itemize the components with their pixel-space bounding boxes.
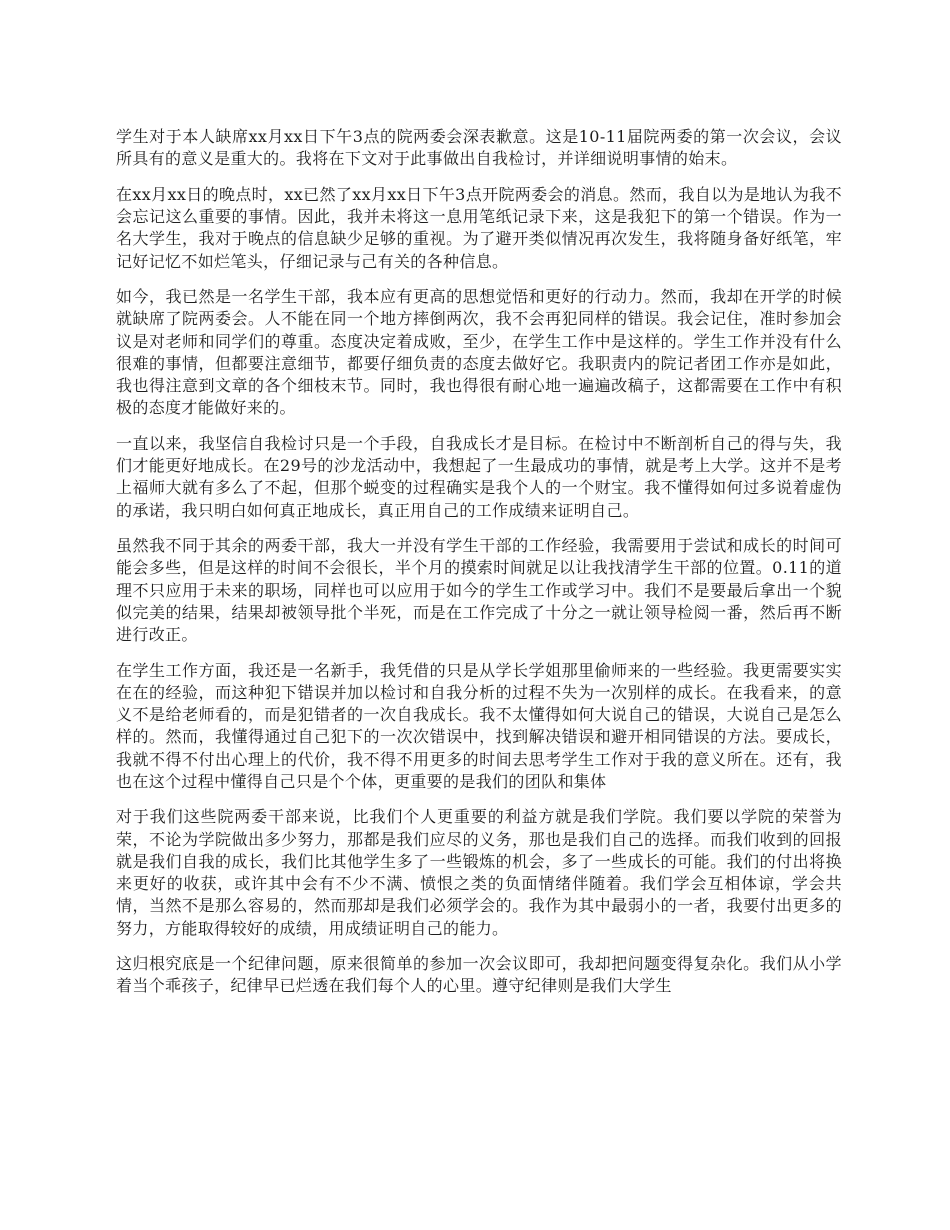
paragraph-5: 虽然我不同于其余的两委干部，我大一并没有学生干部的工作经验，我需要用于尝试和成长的时间可能会多些，但是这样的时间不会很长，半个月的摸索时间就足以让我找清学生干部的位置。0.11的道理不只应用于未来的职场，同样也可以应用于如今的学生工作或学习中。我们不是要最后拿出一个貌似完美的结果，结果却被领导批个半死，而是在工作完成了十分之一就让领导检阅一番，然后再不断进行改正。 xyxy=(116,536,842,645)
paragraph-3: 如今，我已然是一名学生干部，我本应有更高的思想觉悟和更好的行动力。然而，我却在开学的时候就缺席了院两委会。人不能在同一个地方摔倒两次，我不会再犯同样的错误。我会记住，准时参加会议是对老师和同学们的尊重。态度决定着成败，至少，在学生工作中是这样的。学生工作并没有什么很难的事情，但都要注意细节，都要仔细负责的态度去做好它。我职责内的院记者团工作亦是如此，我也得注意到文章的各个细枝末节。同时，我也得很有耐心地一遍遍改稿子，这都需要在工作中有积极的态度才能做好来的。 xyxy=(116,287,842,418)
paragraph-6: 在学生工作方面，我还是一名新手，我凭借的只是从学长学姐那里偷师来的一些经验。我更需要实实在在的经验，而这种犯下错误并加以检讨和自我分析的过程不失为一次别样的成长。在我看来，的意义不是给老师看的，而是犯错者的一次自我成长。我不太懂得如何大说自己的错误，大说自己是怎么样的。然而，我懂得通过自己犯下的一次次错误中，找到解决错误和避开相同错误的方法。要成长，我就不得不付出心理上的代价，我不得不用更多的时间去思考学生工作对于我的意义所在。还有，我也在这个过程中懂得自己只是个个体，更重要的是我们的团队和集体 xyxy=(116,660,842,791)
document-body xyxy=(116,126,842,1011)
paragraph-7: 对于我们这些院两委干部来说，比我们个人更重要的利益方就是我们学院。我们要以学院的荣誉为荣，不论为学院做出多少努力，那都是我们应尽的义务，那也是我们自己的选择。而我们收到的回报就是我们自我的成长，我们比其他学生多了一些锻炼的机会，多了一些成长的可能。我们的付出将换来更好的收获，或许其中会有不少不满、愤恨之类的负面情绪伴随着。我们学会互相体谅，学会共情，当然不是那么容易的，然而那却是我们必须学会的。我作为其中最弱小的一者，我要付出更多的努力，方能取得较好的成绩，用成绩证明自己的能力。 xyxy=(116,807,842,938)
paragraph-1: 学生对于本人缺席xx月xx日下午3点的院两委会深表歉意。这是10-11届院两委的第一次会议，会议所具有的意义是重大的。我将在下文对于此事做出自我检讨，并详细说明事情的始末。 xyxy=(116,127,842,169)
paragraph-4: 一直以来，我坚信自我检讨只是一个手段，自我成长才是目标。在检讨中不断剖析自己的得与失，我们才能更好地成长。在29号的沙龙活动中，我想起了一生最成功的事情，就是考上大学。这并不是考上福师大就有多么了不起，但那个蜕变的过程确实是我个人的一个财宝。我不懂得如何过多说着虚伪的承诺，我只明白如何真正地成长，真正用自己的工作成绩来证明自己。 xyxy=(116,433,842,520)
paragraph-2: 在xx月xx日的晚点时，xx已然了xx月xx日下午3点开院两委会的消息。然而，我自以为是地认为我不会忘记这么重要的事情。因此，我并未将这一息用笔纸记录下来，这是我犯下的第一个错误。作为一名大学生，我对于晚点的信息缺少足够的重视。为了避开类似情况再次发生，我将随身备好纸笔，牢记好记忆不如烂笔头，仔细记录与己有关的各种信息。 xyxy=(116,184,842,271)
paragraph-8: 这归根究底是一个纪律问题，原来很简单的参加一次会议即可，我却把问题变得复杂化。我们从小学着当个乖孩子，纪律早已烂透在我们每个人的心里。遵守纪律则是我们大学生 xyxy=(116,954,842,996)
